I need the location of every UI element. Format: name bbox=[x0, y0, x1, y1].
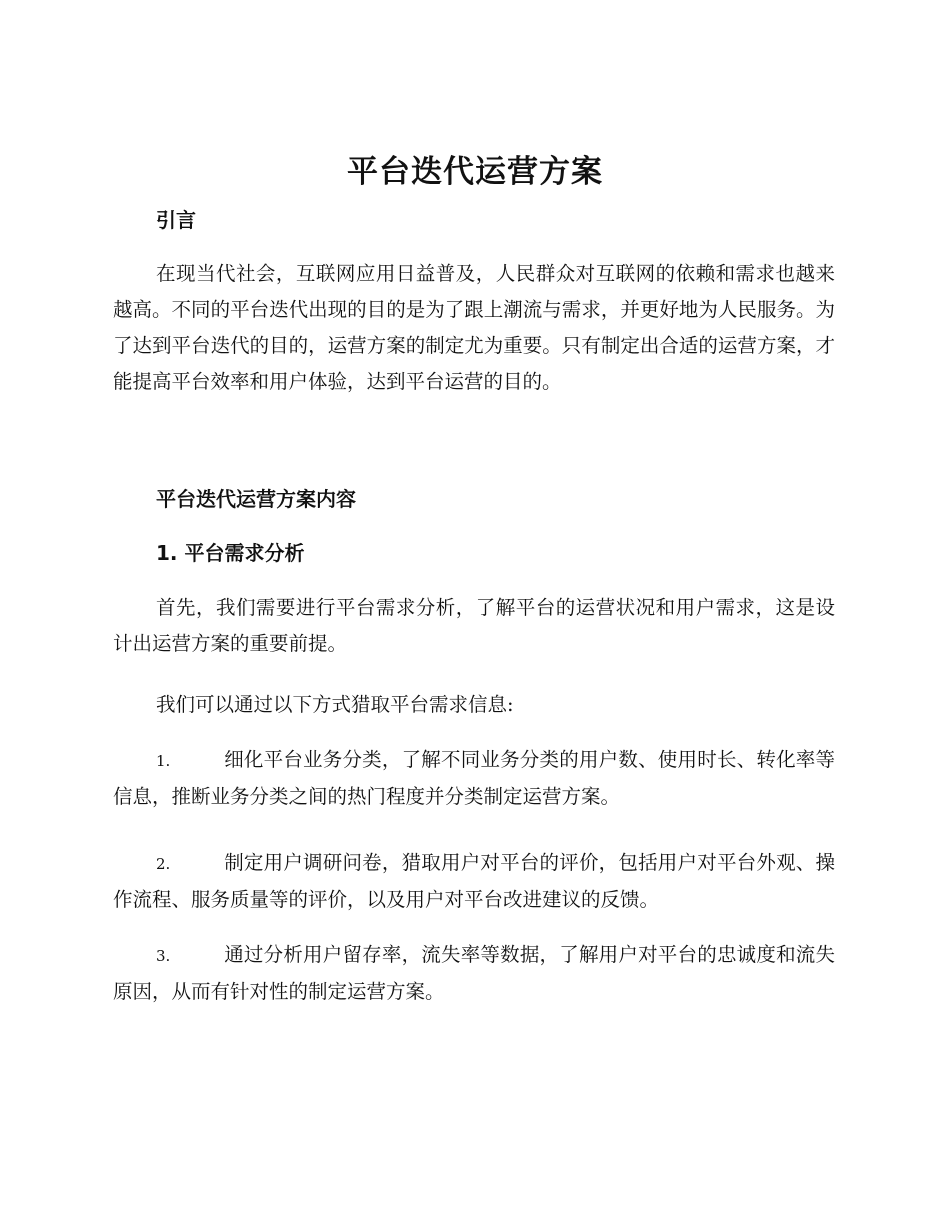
list-item-number: 3. bbox=[156, 947, 171, 965]
list-item bbox=[113, 742, 835, 815]
intro-paragraph: 在现当代社会，互联网应用日益普及，人民群众对互联网的依赖和需求也越来越高。不同的平台迭代出现的目的是为了跟上潮流与需求，并更好地为人民服务。为了达到平台迭代的目的，运营方案的制定尤为重要。只有制定出合适的运营方案，才能提高平台效率和用户体验，达到平台运营的目的。 bbox=[113, 262, 835, 393]
content-heading: 平台迭代运营方案内容 bbox=[156, 487, 356, 511]
list-item-number: 1. bbox=[156, 752, 171, 770]
list-item-number: 2. bbox=[156, 855, 171, 873]
page-title: 平台迭代运营方案 bbox=[347, 154, 603, 190]
list-item-text: 通过分析用户留存率，流失率等数据，了解用户对平台的忠诚度和流失原因，从而有针对性的制定运营方案。 bbox=[113, 943, 835, 1003]
subheading-demand-analysis: 1. 平台需求分析 bbox=[156, 541, 305, 565]
list-item-text: 细化平台业务分类，了解不同业务分类的用户数、使用时长、转化率等信息，推断业务分类之间的热门程度并分类制定运营方案。 bbox=[113, 748, 835, 808]
list-item bbox=[113, 845, 835, 918]
list-item-text: 制定用户调研问卷，猎取用户对平台的评价，包括用户对平台外观、操作流程、服务质量等的评价，以及用户对平台改进建议的反馈。 bbox=[113, 851, 835, 911]
intro-heading: 引言 bbox=[156, 208, 196, 232]
methods-intro-paragraph: 我们可以通过以下方式猎取平台需求信息: bbox=[156, 693, 514, 716]
analysis-paragraph: 首先，我们需要进行平台需求分析，了解平台的运营状况和用户需求，这是设计出运营方案的重要前提。 bbox=[113, 596, 835, 655]
list-item bbox=[113, 937, 835, 1010]
